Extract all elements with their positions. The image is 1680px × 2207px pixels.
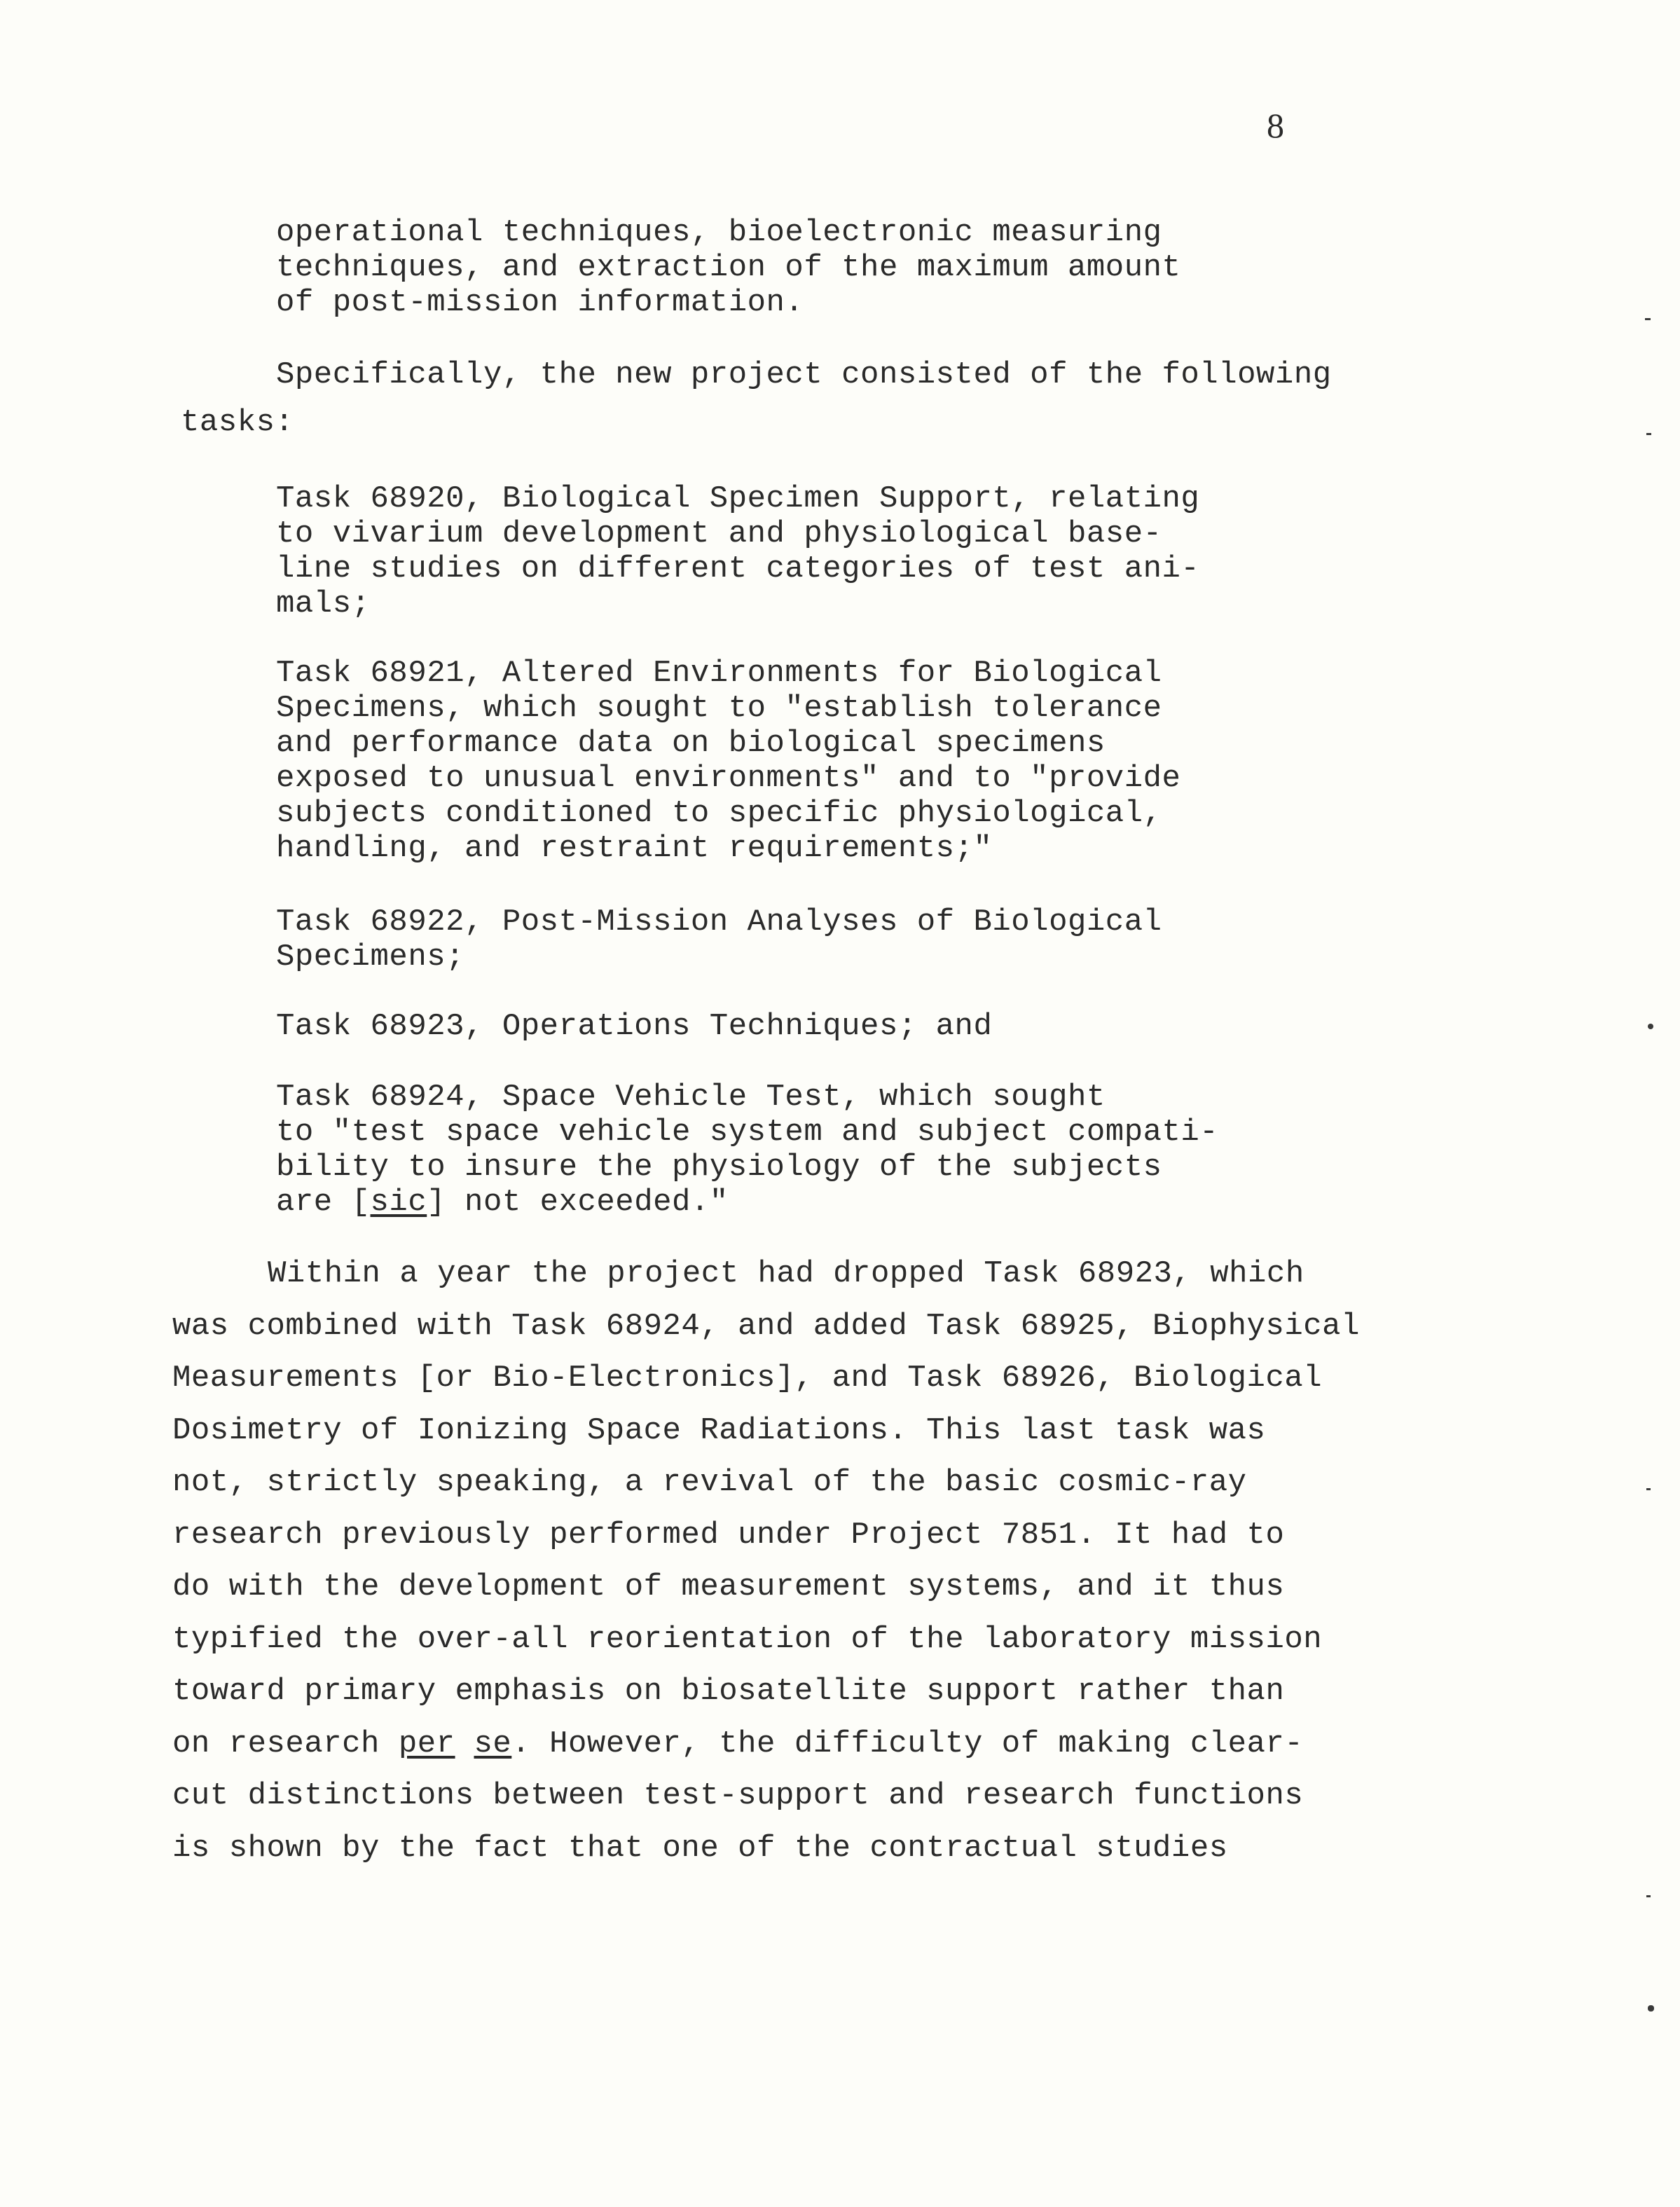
scan-mark — [1646, 433, 1651, 435]
text-line: subjects conditioned to specific physiological, — [276, 796, 1162, 831]
text-line: Task 68923, Operations Techniques; and — [276, 1009, 993, 1044]
sic-underlined: sic — [370, 1185, 427, 1220]
task-68924 — [276, 1080, 1218, 1220]
paragraph-continuation — [276, 215, 1180, 320]
scan-mark — [1646, 1488, 1651, 1490]
text-line: tasks: — [181, 405, 294, 440]
text-line: bility to insure the physiology of the subjects — [276, 1150, 1162, 1185]
text-segment: on research — [172, 1726, 399, 1761]
text-line: Specimens, which sought to "establish tolerance — [276, 691, 1162, 726]
page-number: 8 — [1267, 106, 1284, 145]
task-68921 — [276, 656, 1180, 866]
text-line: do with the development of measurement systems, and it thus — [172, 1569, 1285, 1604]
text-line: was combined with Task 68924, and added Task 68925, Biophysical — [172, 1308, 1360, 1344]
text-line: techniques, and extraction of the maximum amount — [276, 250, 1181, 285]
task-68922 — [276, 905, 1162, 975]
text-line: Within a year the project had dropped Task 68923, which — [268, 1256, 1304, 1291]
text-line: is shown by the fact that one of the contractual studies — [172, 1830, 1228, 1866]
per-underlined: per — [398, 1726, 455, 1761]
text-line: Task 68921, Altered Environments for Biological — [276, 656, 1162, 691]
paragraph-within-a-year — [172, 1248, 1360, 1874]
text-line: to "test space vehicle system and subject compati- — [276, 1115, 1219, 1150]
se-underlined: se — [474, 1726, 512, 1761]
text-line: Task 68922, Post-Mission Analyses of Biological — [276, 905, 1162, 940]
text-line: Task 68924, Space Vehicle Test, which sought — [276, 1080, 1106, 1115]
text-line: line studies on different categories of test ani- — [276, 551, 1200, 586]
scan-mark — [1648, 1024, 1653, 1029]
text-line: to vivarium development and physiological base- — [276, 516, 1162, 551]
text-line: mals; — [276, 586, 371, 621]
text-line: Dosimetry of Ionizing Space Radiations. This last task was — [172, 1412, 1266, 1448]
text-line: cut distinctions between test-support and research functions — [172, 1778, 1304, 1813]
text-segment: ] not exceeded." — [427, 1185, 729, 1220]
text-line: exposed to unusual environments" and to "provide — [276, 761, 1181, 796]
task-68923 — [276, 1009, 992, 1044]
scan-mark — [1648, 2005, 1654, 2012]
text-line: Measurements [or Bio-Electronics], and Task 68926, Biological — [172, 1361, 1323, 1396]
scan-mark — [1646, 1895, 1651, 1897]
text-line: typified the over-all reorientation of the laboratory mission — [172, 1621, 1323, 1657]
text-line: handling, and restraint requirements;" — [276, 831, 993, 866]
task-68920 — [276, 481, 1199, 621]
text-line: operational techniques, bioelectronic measuring — [276, 215, 1162, 250]
text-line-per-se — [172, 1718, 1360, 1771]
text-line: and performance data on biological specimens — [276, 726, 1106, 761]
text-line: research previously performed under Project 7851. It had to — [172, 1517, 1285, 1553]
text-line: of post-mission information. — [276, 285, 804, 320]
text-line-sic — [276, 1185, 1218, 1220]
text-line: Specimens; — [276, 940, 465, 975]
text-segment: . However, the difficulty of making clear- — [511, 1726, 1304, 1761]
text-line: Specifically, the new project consisted of the following — [276, 357, 1332, 392]
text-segment: are [ — [276, 1185, 371, 1220]
text-line: toward primary emphasis on biosatellite support rather than — [172, 1674, 1285, 1709]
text-line: not, strictly speaking, a revival of the basic cosmic-ray — [172, 1465, 1247, 1500]
text-line: Task 68920, Biological Specimen Support, relating — [276, 481, 1200, 516]
scan-mark — [1645, 318, 1651, 320]
